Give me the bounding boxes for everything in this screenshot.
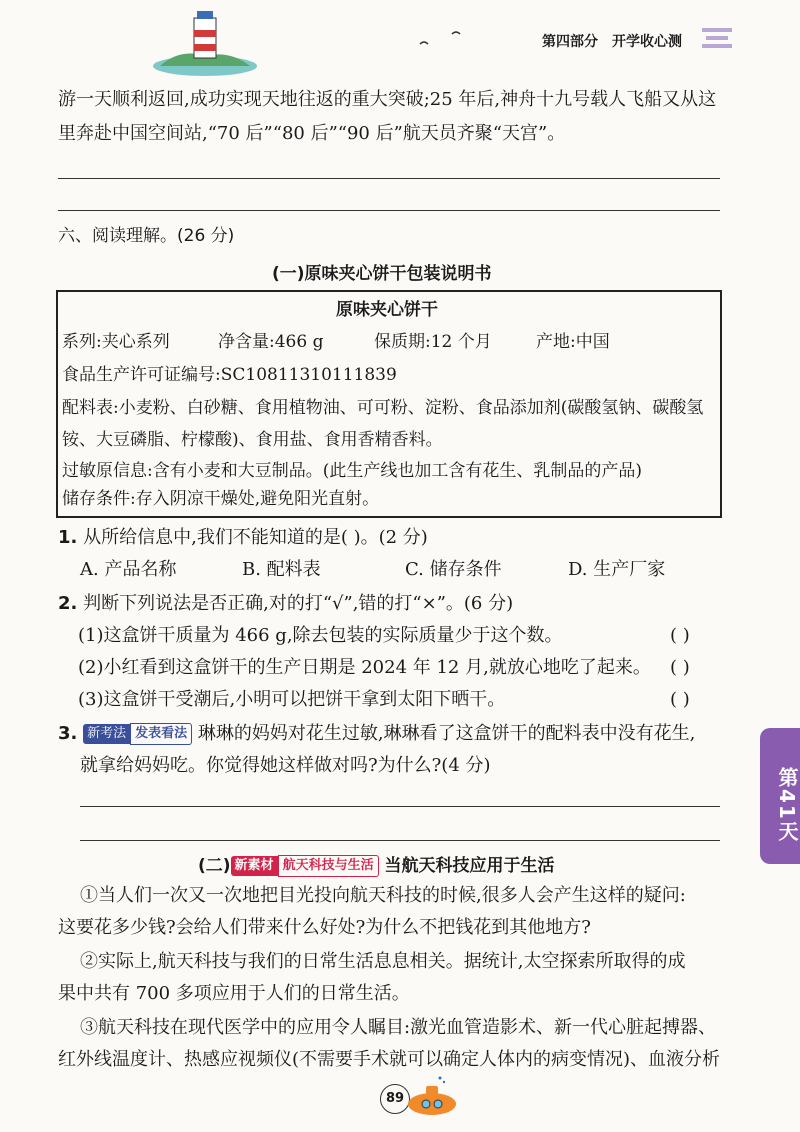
part2-title (198, 854, 555, 878)
topic-tag: 航天科技与生活 (278, 855, 379, 877)
lighthouse-icon (150, 8, 260, 78)
passage-line: 里奔赴中国空间站,“70 后”“80 后”“90 后”航天员齐聚“天宫”。 (58, 123, 566, 144)
part2-title-text: 当航天科技应用于生活 (384, 856, 555, 876)
judge-blank[interactable]: ( ) (670, 657, 690, 678)
judge-item: (2)小红看到这盒饼干的生产日期是 2024 年 12 月,就放心地吃了起来。 (78, 657, 651, 678)
passage-line: 游一天顺利返回,成功实现天地往返的重大突破;25 年后,神舟十九号载人飞船又从这 (58, 89, 717, 110)
header-section: 第四部分 (542, 34, 598, 50)
judge-blank[interactable]: ( ) (670, 625, 690, 646)
submarine-icon (396, 1072, 460, 1118)
article-paragraph: 红外线温度计、热感应视频仪(不需要手术就可以确定人体内的病变情况)、血液分析 (58, 1049, 721, 1070)
option-b[interactable]: B. 配料表 (242, 559, 321, 580)
question-text: 从所给信息中,我们不能知道的是( )。(2 分) (83, 527, 428, 548)
header-flag-icon (700, 24, 734, 52)
answer-line[interactable] (58, 210, 720, 211)
judge-item: (3)这盒饼干受潮后,小明可以把饼干拿到太阳下晒干。 (78, 689, 506, 710)
question-text: 琳琳的妈妈对花生过敏,琳琳看了这盒饼干的配料表中没有花生, (197, 723, 696, 744)
answer-line[interactable] (80, 806, 720, 807)
label-ingredients: 配料表:小麦粉、白砂糖、食用植物油、可可粉、淀粉、食品添加剂(碳酸氢钠、碳酸氢 (62, 398, 704, 418)
question-number: 3. (58, 723, 78, 744)
header-title: 开学收心测 (612, 34, 682, 50)
label-storage: 储存条件:存入阴凉干燥处,避免阳光直射。 (62, 489, 380, 509)
article-paragraph: 果中共有 700 多项应用于人们的日常生活。 (58, 983, 410, 1004)
question-3 (58, 722, 695, 746)
opinion-tag: 发表看法 (130, 723, 192, 745)
label-license: 食品生产许可证编号:SC10811310111839 (62, 365, 397, 385)
new-material-tag: 新素材 (231, 856, 278, 876)
label-ingredients: 铵、大豆磷脂、柠檬酸)、食用盐、食用香精香料。 (62, 430, 443, 450)
option-c[interactable]: C. 储存条件 (405, 559, 502, 580)
side-tab-day[interactable]: 第41天 (760, 728, 800, 864)
label-shelf-life: 保质期:12 个月 (374, 332, 492, 352)
part2-prefix: (二) (198, 856, 231, 876)
question-number: 2. (58, 593, 78, 614)
bird-icon (418, 28, 468, 48)
label-origin: 产地:中国 (536, 332, 610, 352)
article-paragraph: ①当人们一次又一次地把目光投向航天科技的时候,很多人会产生这样的疑问: (80, 885, 686, 906)
judge-item: (1)这盒饼干质量为 466 g,除去包装的实际质量少于这个数。 (78, 625, 563, 646)
label-series: 系列:夹心系列 (62, 332, 170, 352)
label-title: 原味夹心饼干 (336, 300, 438, 320)
page-number: 89 (380, 1084, 410, 1114)
question-2 (58, 592, 513, 616)
article-paragraph: ②实际上,航天科技与我们的日常生活息息相关。据统计,太空探索所取得的成 (80, 951, 686, 972)
section-heading: 六、阅读理解。(26 分) (58, 226, 235, 246)
question-number: 1. (58, 527, 78, 548)
label-net-weight: 净含量:466 g (218, 332, 324, 352)
option-d[interactable]: D. 生产厂家 (568, 559, 666, 580)
new-method-tag: 新考法 (83, 724, 130, 744)
option-a[interactable]: A. 产品名称 (80, 559, 177, 580)
answer-line[interactable] (80, 840, 720, 841)
article-paragraph: ③航天科技在现代医学中的应用令人瞩目:激光血管造影术、新一代心脏起搏器、 (80, 1017, 717, 1038)
answer-line[interactable] (58, 178, 720, 179)
judge-blank[interactable]: ( ) (670, 689, 690, 710)
article-paragraph: 这要花多少钱?会给人们带来什么好处?为什么不把钱花到其他地方? (58, 917, 591, 938)
label-allergen: 过敏原信息:含有小麦和大豆制品。(此生产线也加工含有花生、乳制品的产品) (62, 461, 642, 481)
question-text: 判断下列说法是否正确,对的打“√”,错的打“×”。(6 分) (83, 593, 514, 614)
part1-title: (一)原味夹心饼干包装说明书 (272, 264, 492, 284)
question-1 (58, 526, 428, 550)
question-text: 就拿给妈妈吃。你觉得她这样做对吗?为什么?(4 分) (80, 755, 491, 776)
